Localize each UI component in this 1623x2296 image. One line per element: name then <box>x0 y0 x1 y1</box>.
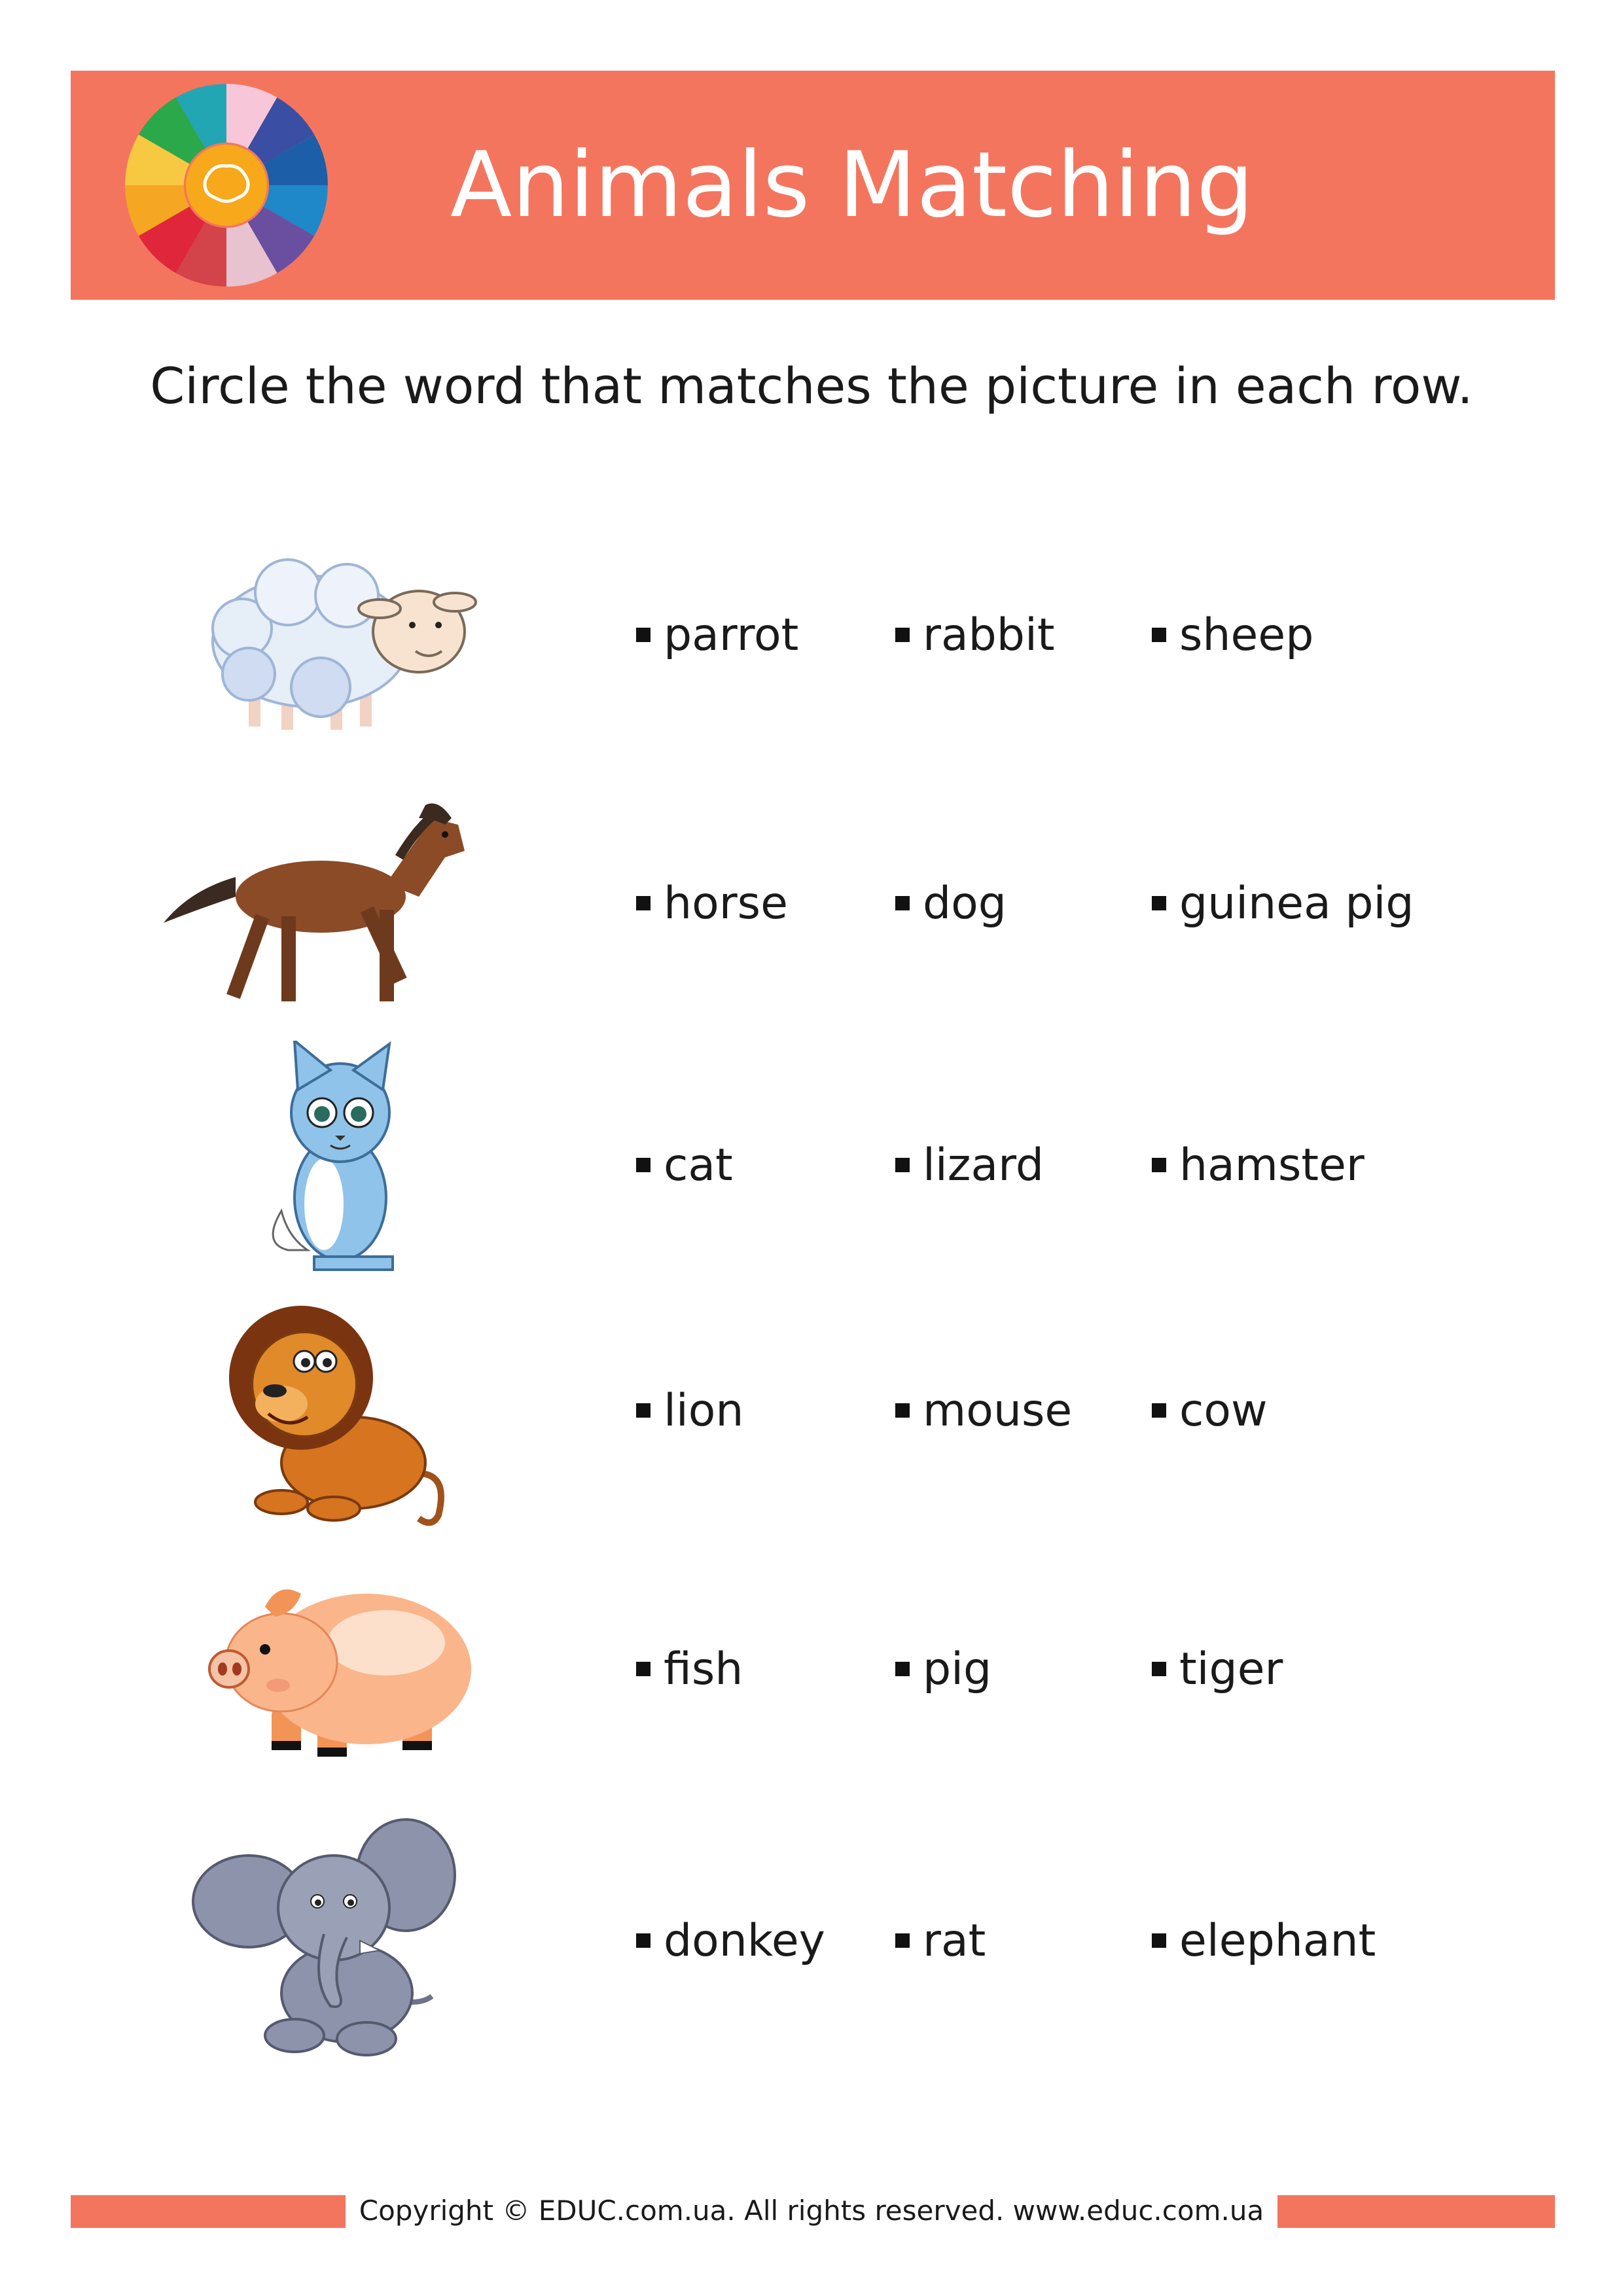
bullet-icon <box>895 628 910 642</box>
option-item[interactable]: lizard <box>895 1041 1044 1289</box>
option-item[interactable]: hamster <box>1152 1041 1364 1289</box>
option-item[interactable]: dog <box>895 779 1007 1028</box>
bullet-icon <box>895 1403 910 1418</box>
exercise-row <box>0 779 1623 1028</box>
exercise-row <box>0 1545 1623 1793</box>
bullet-icon <box>1152 1662 1166 1676</box>
option-item[interactable]: rat <box>895 1816 986 2065</box>
pig-icon <box>151 1545 517 1793</box>
cat-icon <box>151 1041 517 1289</box>
educ-logo <box>120 79 333 292</box>
exercise-row <box>0 1286 1623 1535</box>
lion-icon <box>151 1286 517 1535</box>
bullet-icon <box>1152 1158 1166 1172</box>
option-item[interactable]: horse <box>636 779 788 1028</box>
instruction-text: Circle the word that matches the picture in each row. <box>150 357 1473 415</box>
option-item[interactable]: elephant <box>1152 1816 1376 2065</box>
exercise-row <box>0 1816 1623 2065</box>
bullet-icon <box>636 1933 651 1948</box>
option-item[interactable]: sheep <box>1152 511 1313 759</box>
bullet-icon <box>1152 1933 1166 1948</box>
option-item[interactable]: cat <box>636 1041 733 1289</box>
option-item[interactable]: fish <box>636 1545 743 1793</box>
elephant-icon <box>151 1816 517 2065</box>
sheep-icon <box>151 511 517 759</box>
option-item[interactable]: parrot <box>636 511 798 759</box>
option-item[interactable]: tiger <box>1152 1545 1283 1793</box>
bullet-icon <box>636 628 651 642</box>
bullet-icon <box>1152 896 1166 910</box>
bullet-icon <box>895 896 910 910</box>
bullet-icon <box>1152 628 1166 642</box>
bullet-icon <box>895 1933 910 1948</box>
option-item[interactable]: pig <box>895 1545 991 1793</box>
bullet-icon <box>895 1158 910 1172</box>
exercise-row <box>0 511 1623 759</box>
option-item[interactable]: mouse <box>895 1286 1072 1535</box>
option-item[interactable]: donkey <box>636 1816 825 2065</box>
option-item[interactable]: guinea pig <box>1152 779 1414 1028</box>
option-item[interactable]: lion <box>636 1286 744 1535</box>
exercise-row <box>0 1041 1623 1289</box>
bullet-icon <box>636 1158 651 1172</box>
bullet-icon <box>895 1662 910 1676</box>
bullet-icon <box>636 1662 651 1676</box>
horse-icon <box>151 779 517 1028</box>
bullet-icon <box>636 1403 651 1418</box>
header-banner <box>71 71 1555 300</box>
option-item[interactable]: cow <box>1152 1286 1268 1535</box>
bullet-icon <box>1152 1403 1166 1418</box>
option-item[interactable]: rabbit <box>895 511 1055 759</box>
bullet-icon <box>636 896 651 910</box>
page-title: Animals Matching <box>450 132 1254 238</box>
footer-copyright: Copyright © EDUC.com.ua. All rights reserved. www.educ.com.ua <box>359 2195 1264 2227</box>
